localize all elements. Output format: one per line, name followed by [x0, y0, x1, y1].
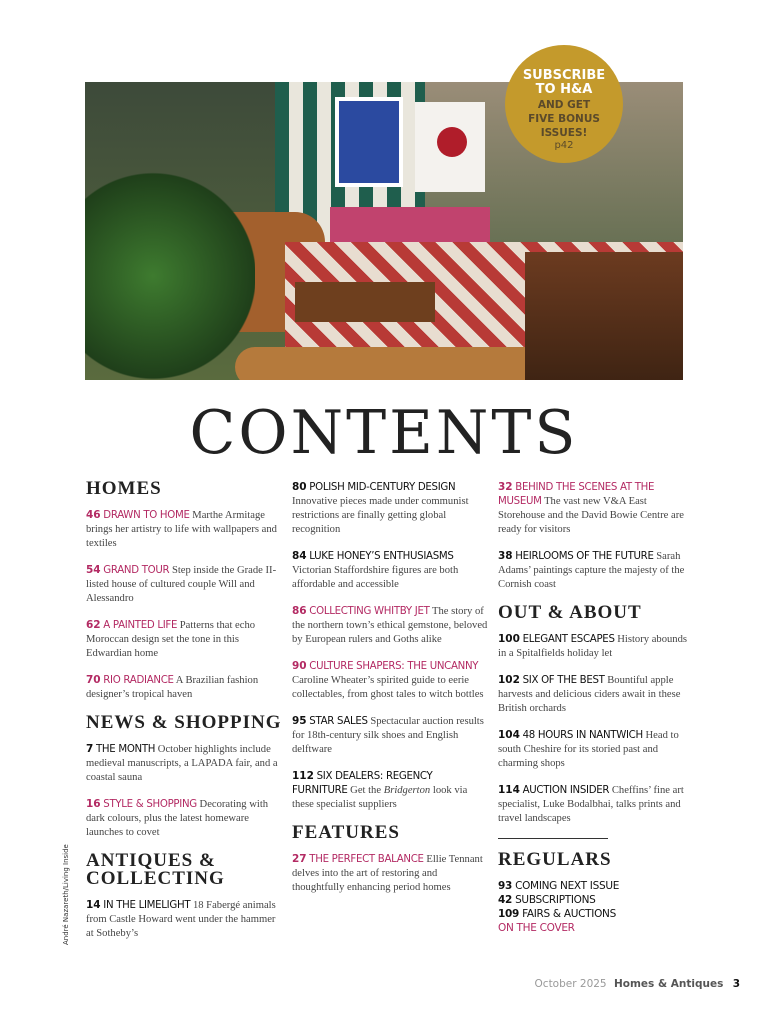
page-number: 114 [498, 784, 520, 796]
item-description: The story of the northern town’s ethical gemstone, beloved by European rulers and Goths alike [292, 606, 488, 645]
contents-item[interactable] [86, 563, 282, 606]
contents-item[interactable] [292, 480, 488, 537]
item-description: Patterns that echo Moroccan design set the tone in this Edwardian home [86, 620, 256, 659]
item-description: Decorating with dark colours, plus the latest homeware launches to covet [86, 799, 269, 838]
item-title: A PAINTED LIFE [103, 620, 178, 631]
page-number: 70 [86, 674, 101, 686]
item-title: 48 HOURS IN NANTWICH [522, 730, 643, 741]
item-title: LUKE HONEY’S ENTHUSIASMS [309, 551, 454, 562]
contents-item[interactable] [498, 728, 694, 771]
item-description: Cheffins’ fine art specialist, Luke Bodalbhai, talks prints and travel landscapes [498, 785, 684, 824]
contents-item[interactable] [86, 898, 282, 941]
regular-item[interactable] [498, 907, 694, 921]
item-description-italic: Bridgerton [383, 785, 431, 796]
page-number: 42 [498, 894, 513, 906]
regular-item[interactable] [498, 893, 694, 907]
item-description: Marthe Armitage brings her artistry to life with wallpapers and textiles [86, 510, 277, 549]
page-number: 86 [292, 605, 307, 617]
subscribe-badge[interactable] [505, 45, 623, 163]
photo-credit: André Nazareth/Living Inside [62, 844, 70, 945]
item-title: BEHIND THE SCENES AT THE MUSEUM [498, 482, 655, 507]
contents-item[interactable] [292, 604, 488, 647]
item-title: CULTURE SHAPERS: THE UNCANNY [309, 661, 479, 672]
item-description: Innovative pieces made under communist restrictions are finally getting global recognition [292, 496, 469, 535]
page-number: 104 [498, 729, 520, 741]
page-number: 109 [498, 908, 520, 920]
contents-item[interactable] [86, 797, 282, 840]
page-number: 95 [292, 715, 307, 727]
page-number: 7 [86, 743, 94, 755]
item-title: DRAWN TO HOME [103, 510, 190, 521]
item-description: The vast new V&A East Storehouse and the David Bowie Centre are ready for visitors [498, 496, 684, 535]
page-number: 93 [498, 880, 513, 892]
contents-column-2 [292, 480, 488, 907]
item-title: COMING NEXT ISSUE [515, 880, 620, 892]
item-title: POLISH MID-CENTURY DESIGN [309, 482, 456, 493]
section-heading: HOMES [86, 478, 162, 499]
contents-item[interactable] [86, 508, 282, 551]
page-number: 90 [292, 660, 307, 672]
page-number: 102 [498, 674, 520, 686]
item-description: Head to south Cheshire for its storied past and charming shops [498, 730, 679, 769]
item-title: ON THE COVER [498, 922, 575, 934]
contents-item[interactable] [498, 632, 694, 661]
contents-item[interactable] [86, 742, 282, 785]
badge-page: p42 [554, 140, 574, 151]
item-title: GRAND TOUR [103, 565, 170, 576]
contents-item[interactable] [292, 549, 488, 592]
item-description: Victorian Staffordshire figures are both affordable and accessible [292, 565, 459, 590]
section-heading: REGULARS [498, 849, 612, 870]
item-description: History abounds in a Spitalfields holiday let [498, 634, 688, 659]
contents-column-1 [86, 480, 282, 953]
badge-line: AND GET [537, 99, 591, 111]
page-title: CONTENTS [189, 398, 579, 468]
item-title: AUCTION INSIDER [522, 785, 610, 796]
item-title: FAIRS & AUCTIONS [522, 908, 616, 920]
page-number: 27 [292, 853, 307, 865]
item-title: IN THE LIMELIGHT [103, 900, 191, 911]
contents-item[interactable] [86, 618, 282, 661]
badge-line: SUBSCRIBE [522, 68, 606, 83]
item-description: Get the [350, 785, 382, 796]
contents-item[interactable] [292, 714, 488, 757]
item-description: Spectacular auction results for 18th-century silk shoes and English delftware [292, 716, 484, 755]
item-title: STYLE & SHOPPING [103, 799, 197, 810]
page-number: 38 [498, 550, 513, 562]
regular-item[interactable] [498, 921, 694, 935]
item-title: RIO RADIANCE [103, 675, 174, 686]
section-heading: FEATURES [292, 822, 400, 843]
page-number: 14 [86, 899, 101, 911]
page-footer [535, 978, 740, 990]
contents-item[interactable] [498, 549, 694, 592]
badge-line: FIVE BONUS [528, 113, 600, 125]
page-number: 84 [292, 550, 307, 562]
item-title: ELEGANT ESCAPES [522, 634, 615, 645]
section-heading: OUT & ABOUT [498, 602, 642, 623]
page-number: 46 [86, 509, 101, 521]
magazine-name: Homes & Antiques [613, 978, 724, 990]
item-title: HEIRLOOMS OF THE FUTURE [515, 551, 654, 562]
item-title: STAR SALES [309, 716, 368, 727]
page-number: 62 [86, 619, 101, 631]
regular-item[interactable] [498, 879, 694, 893]
divider [498, 838, 608, 839]
item-title: SUBSCRIPTIONS [515, 894, 596, 906]
page-number: 16 [86, 798, 101, 810]
contents-item[interactable] [292, 659, 488, 702]
page-number: 112 [292, 770, 314, 782]
issue-date: October 2025 [534, 978, 607, 990]
item-title: THE PERFECT BALANCE [309, 854, 424, 865]
item-description: A Brazilian fashion designer’s tropical haven [86, 675, 259, 700]
contents-item[interactable] [86, 673, 282, 702]
page-number: 100 [498, 633, 520, 645]
item-title: SIX DEALERS: REGENCY FURNITURE [292, 771, 433, 796]
item-title: SIX OF THE BEST [522, 675, 605, 686]
contents-item[interactable] [498, 673, 694, 716]
page-number: 3 [732, 978, 740, 990]
contents-column-3 [498, 480, 694, 935]
item-description: look via these specialist suppliers [292, 785, 468, 810]
item-description: Sarah Adams’ paintings capture the majesty of the Cornish coast [498, 551, 685, 590]
item-title: COLLECTING WHITBY JET [309, 606, 430, 617]
section-heading: ANTIQUES & COLLECTING [86, 850, 225, 889]
item-description: Bountiful apple harvests and delicious ciders await in these British orchards [498, 675, 681, 714]
contents-item[interactable] [498, 783, 694, 826]
badge-line: TO H&A [535, 82, 593, 97]
item-description: 18 Fabergé animals from Castle Howard went under the hammer at Sotheby’s [86, 900, 276, 939]
page-number: 32 [498, 481, 513, 493]
page-number: 54 [86, 564, 101, 576]
item-title: THE MONTH [95, 744, 156, 755]
item-description: Ellie Tennant delves into the art of restoring and thoughtfully enhancing period homes [292, 854, 483, 893]
badge-line: ISSUES! [540, 127, 588, 139]
section-heading: NEWS & SHOPPING [86, 712, 282, 733]
item-description: October highlights include medieval manuscripts, a LAPADA fair, and a coastal sauna [86, 744, 278, 783]
contents-item[interactable] [498, 480, 694, 537]
contents-item[interactable] [292, 769, 488, 812]
item-description: Caroline Wheater’s spirited guide to eerie collectables, from ghost tales to witch bottles [292, 675, 484, 700]
contents-item[interactable] [292, 852, 488, 895]
page-number: 80 [292, 481, 307, 493]
item-description: Step inside the Grade II-listed house of cultured couple Will and Alessandro [86, 565, 277, 604]
